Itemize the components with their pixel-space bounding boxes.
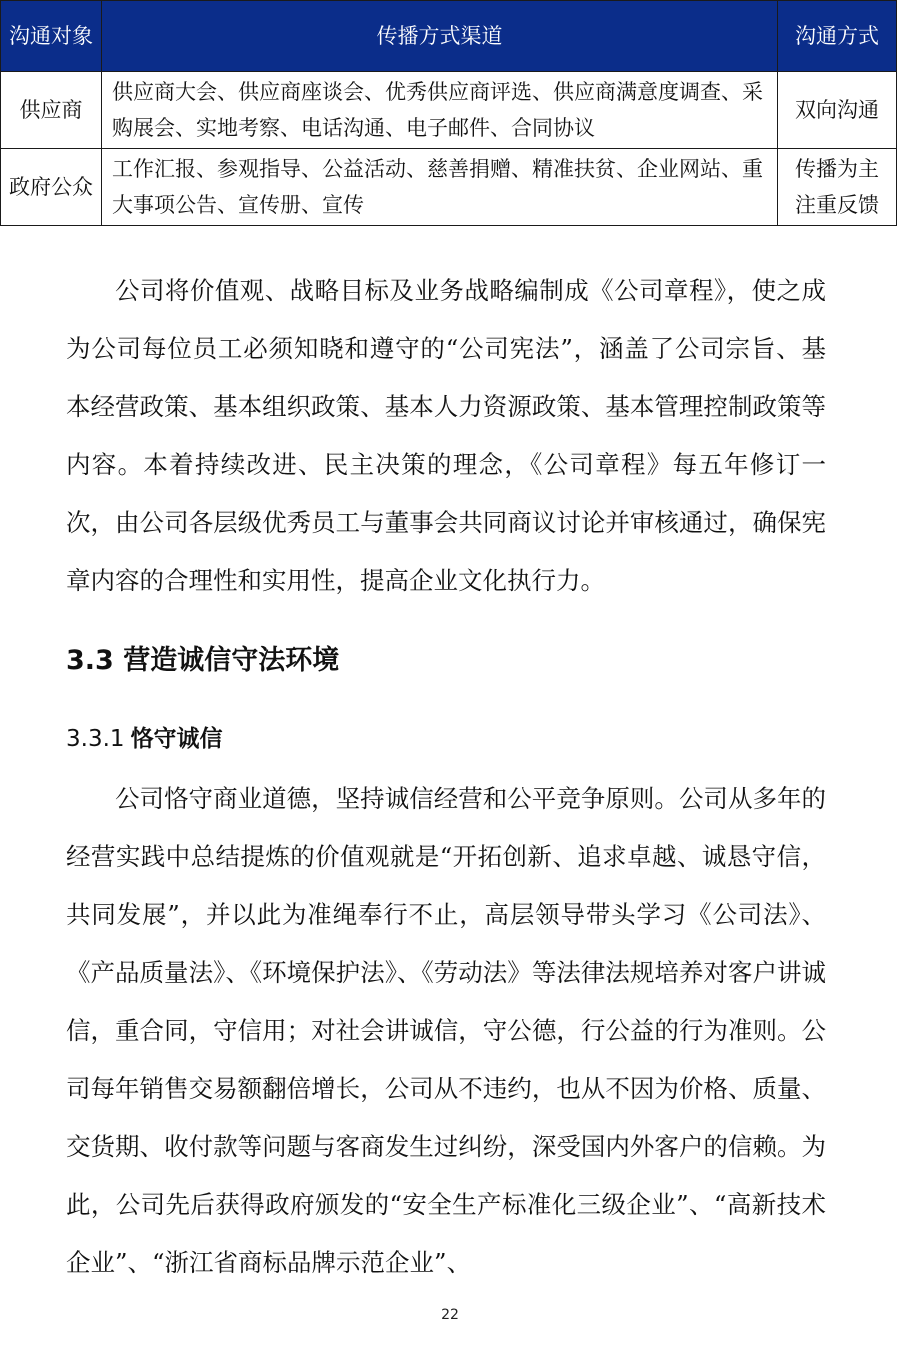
subsection-title: 恪守诚信 xyxy=(130,726,223,752)
header-method: 沟通方式 xyxy=(778,1,897,72)
table-row xyxy=(1,72,897,149)
subsection-heading xyxy=(66,717,223,761)
section-number: 3.3 xyxy=(66,645,114,676)
header-object: 沟通对象 xyxy=(1,1,102,72)
table-header-row xyxy=(1,1,897,72)
subsection-number: 3.3.1 xyxy=(66,726,125,752)
table-row xyxy=(1,149,897,226)
cell-object: 供应商 xyxy=(1,72,102,149)
cell-method: 传播为主注重反馈 xyxy=(778,149,897,226)
section-heading xyxy=(66,636,339,686)
cell-channels: 工作汇报、参观指导、公益活动、慈善捐赠、精准扶贫、企业网站、重大事项公告、宣传册、宣传 xyxy=(102,149,778,226)
section-title: 营造诚信守法环境 xyxy=(123,645,340,676)
cell-channels: 供应商大会、供应商座谈会、优秀供应商评选、供应商满意度调查、采购展会、实地考察、电话沟通、电子邮件、合同协议 xyxy=(102,72,778,149)
cell-method: 双向沟通 xyxy=(778,72,897,149)
paragraph-integrity: 公司恪守商业道德，坚持诚信经营和公平竞争原则。公司从多年的经营实践中总结提炼的价值观就是“开拓创新、追求卓越、诚恳守信，共同发展”，并以此为准绳奉行不止，高层领导带头学习《公司法》、《产品质量法》、《环境保护法》、《劳动法》等法律法规培养对客户讲诚信，重合同，守信用；对社会讲诚信，守公德，行公益的行为准则。公司每年销售交易额翻倍增长，公司从不违约，也从不因为价格、质量、交货期、收付款等问题与客商发生过纠纷，深受国内外客户的信赖。为此，公司先后获得政府颁发的“安全生产标准化三级企业”、“高新技术企业”、“浙江省商标品牌示范企业”、 xyxy=(66,784,826,1277)
paragraph-charter: 公司将价值观、战略目标及业务战略编制成《公司章程》，使之成为公司每位员工必须知晓和遵守的“公司宪法”，涵盖了公司宗旨、基本经营政策、基本组织政策、基本人力资源政策、基本管理控制政策等内容。本着持续改进、民主决策的理念，《公司章程》每五年修订一次，由公司各层级优秀员工与董事会共同商议讨论并审核通过，确保宪章内容的合理性和实用性，提高企业文化执行力。 xyxy=(66,276,826,595)
header-channels: 传播方式渠道 xyxy=(102,1,778,72)
communication-table xyxy=(0,0,897,226)
cell-object: 政府公众 xyxy=(1,149,102,226)
page-number: 22 xyxy=(441,1307,459,1323)
